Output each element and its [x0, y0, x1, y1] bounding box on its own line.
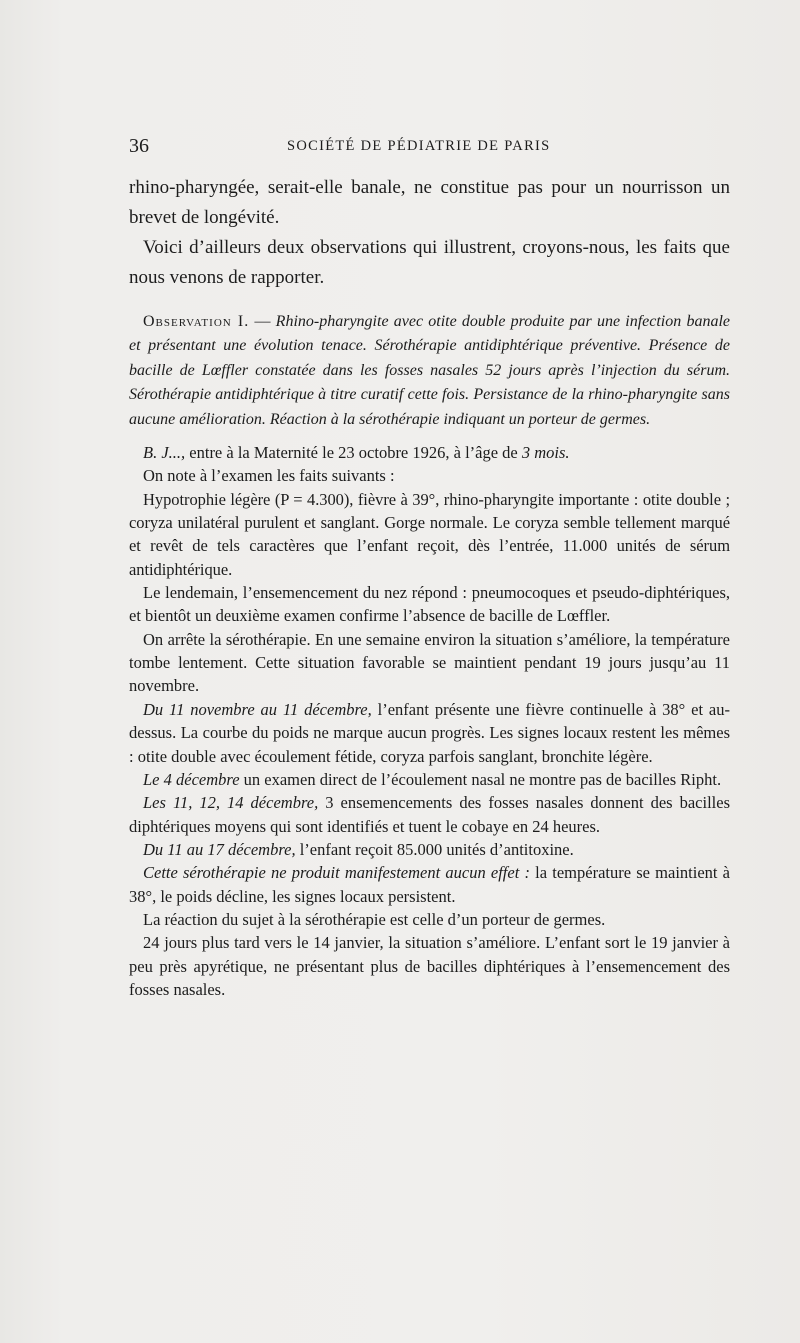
running-title: SOCIÉTÉ DE PÉDIATRIE DE PARIS	[287, 138, 551, 154]
case-paragraph-symptoms: Hypotrophie légère (P = 4.300), fièvre à 39°, rhino-pharyngite importante : otite double ; coryza unilatéral purulent et sanglant. Gorge normale. Le coryza semble tellement marqué et revêt de tels caractères que l’enfant reçoit, dès l’entrée, 11.000 unités de sérum antidiphtérique.	[129, 489, 730, 579]
intro-paragraph-2: Voici d’ailleurs deux observations qui illustrent, croyons-nous, les faits que nous venons de rapporter.	[129, 237, 730, 288]
case-paragraph-admission	[129, 441, 730, 464]
date-2: Le 4 décembre	[143, 769, 240, 789]
patient-name: B. J...,	[143, 443, 186, 463]
antitoxin-text: l’enfant reçoit 85.000 unités d’antitoxine.	[295, 839, 574, 859]
direct-exam-text: un examen direct de l’écoulement nasal ne montre pas de bacilles Ripht.	[239, 769, 722, 789]
case-report	[129, 441, 730, 1001]
case-paragraph-improvement: On arrête la sérothérapie. En une semaine environ la situation s’améliore, la température tombe lentement. Cette situation favorable se maintient pendant 19 jours jusqu’au 11 novembre.	[129, 629, 730, 696]
case-paragraph-cultures	[129, 791, 730, 838]
case-paragraph-fever	[129, 698, 730, 768]
no-effect-statement: Cette sérothérapie ne produit manifestement aucun effet :	[143, 863, 530, 883]
no-effect-text: la température se maintient à 38°, le poids décline, les signes locaux persistent.	[129, 863, 730, 906]
date-range-1: Du 11 novembre au 11 décembre,	[143, 699, 372, 719]
case-paragraph-exam: On note à l’examen les faits suivants :	[143, 466, 395, 486]
admission-text: entre à la Maternité le 23 octobre 1926, à l’âge de	[185, 443, 522, 463]
case-paragraph-direct-exam	[129, 768, 730, 791]
case-paragraph-outcome: 24 jours plus tard vers le 14 janvier, la situation s’améliore. L’enfant sort le 19 janvier à peu près apyrétique, ne présentant plus de bacilles diphtériques à l’ensemencement des fosses nasales.	[129, 933, 730, 999]
observation-title: Rhino-pharyngite avec otite double produite par une infection banale et présentant une évolution tenace. Sérothérapie antidiphtérique préventive. Présence de bacille de Lœffler constatée dans les fosses nasales 52 jours après l’injection du sérum. Sérothérapie antidiphtérique à titre curatif cette fois. Persistance de la rhino-pharyngite sans aucune amélioration. Réaction à la sérothérapie indiquant un porteur de germes.	[129, 313, 730, 428]
page-number: 36	[129, 135, 149, 157]
observation-heading	[129, 310, 730, 432]
intro-paragraph-1: rhino-pharyngée, serait-elle banale, ne constitue pas pour un nourrisson un brevet de longévité.	[129, 177, 730, 228]
observation-separator: —	[249, 313, 276, 330]
intro-section	[129, 173, 730, 293]
case-paragraph-carrier: La réaction du sujet à la sérothérapie est celle d’un porteur de germes.	[143, 909, 606, 929]
case-paragraph-culture: Le lendemain, l’ensemencement du nez répond : pneumocoques et pseudo-diphtériques, et bientôt un deuxième examen confirme l’absence de bacille de Lœffler.	[129, 583, 730, 626]
dates-3: Les 11, 12, 14 décembre,	[143, 793, 319, 813]
page-body	[129, 173, 730, 1001]
page-header	[129, 131, 730, 161]
case-paragraph-no-effect	[129, 861, 730, 908]
case-paragraph-antitoxin	[129, 838, 730, 861]
fever-text: l’enfant présente une fièvre continuelle à 38° et au-dessus. La courbe du poids ne marque aucun progrès. Les signes locaux restent les mêmes : otite double avec écoulement fétide, coryza parfois sanglant, bronchite légère.	[129, 699, 730, 766]
date-range-4: Du 11 au 17 décembre,	[143, 839, 296, 859]
cultures-text: 3 ensemencements des fosses nasales donnent des bacilles diphtériques moyens qui sont identifiés et tuent le cobaye en 24 heures.	[129, 793, 731, 836]
observation-label: Observation I.	[143, 313, 250, 330]
patient-age: 3 mois.	[521, 443, 570, 463]
